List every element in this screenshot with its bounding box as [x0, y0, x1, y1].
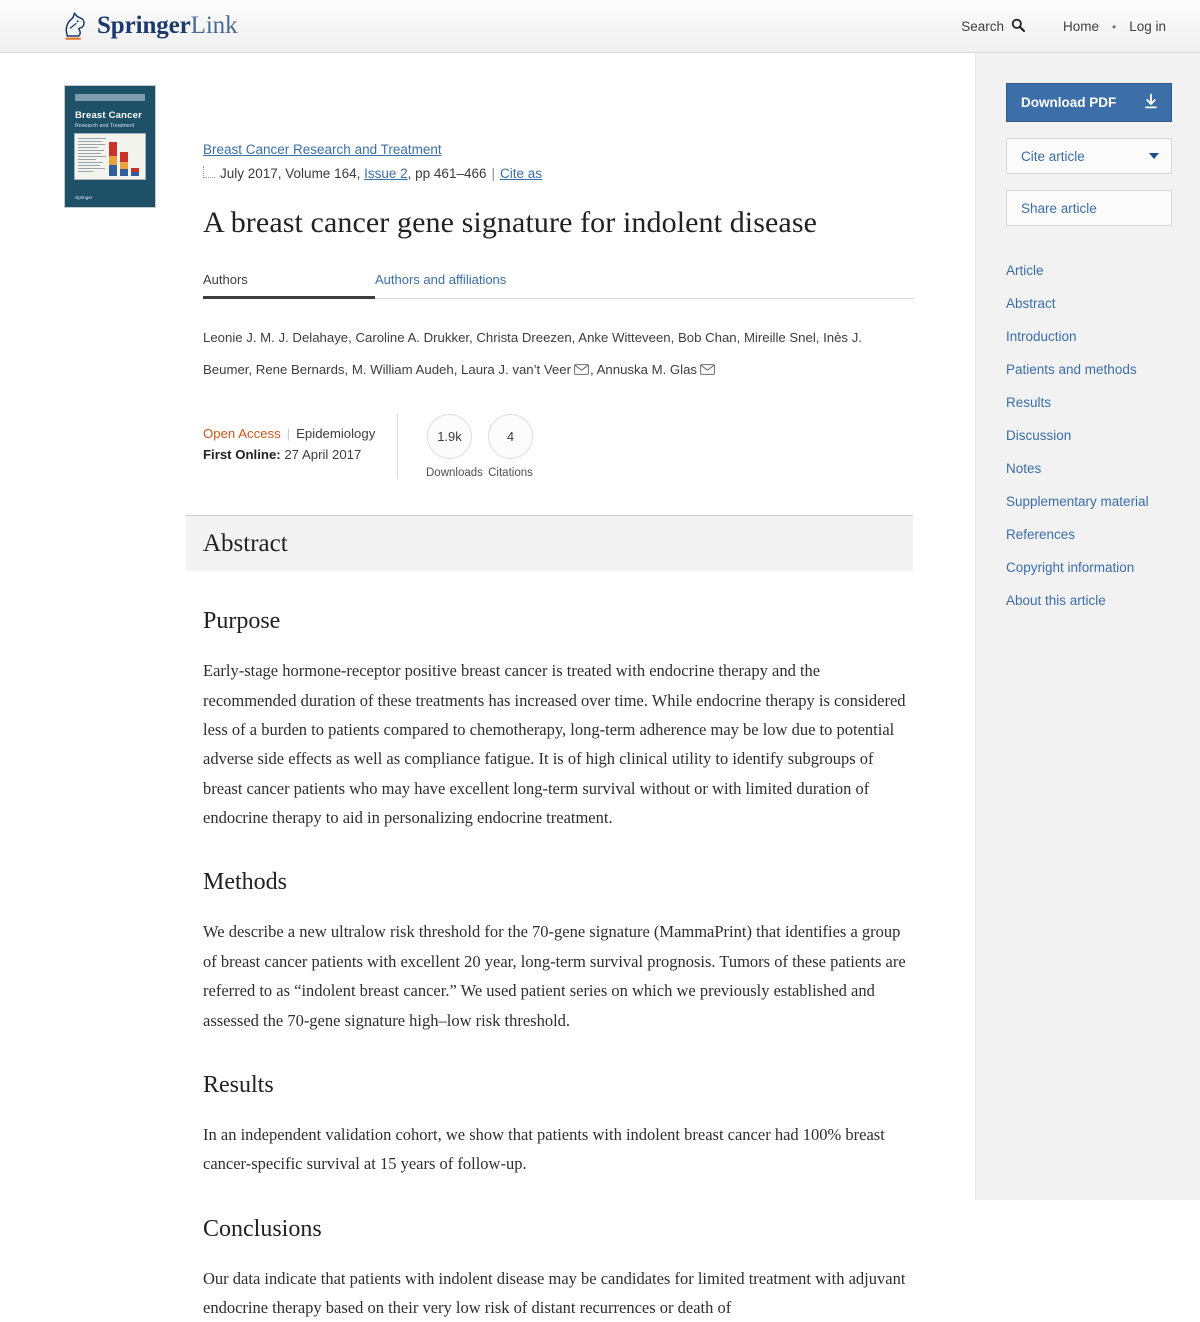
page-body: [0, 53, 1200, 1317]
abstract-section-text-results: In an independent validation cohort, we show that patients with indolent breast cancer had 100% breast cancer-specific survival at 15 years of follow-up.: [203, 1124, 885, 1174]
cite-as-link[interactable]: Cite as: [500, 166, 543, 181]
tree-branch-icon: [203, 166, 215, 178]
first-online-date: 27 April 2017: [284, 447, 362, 463]
envelope-icon[interactable]: [574, 355, 589, 366]
nav-separator-dot: •: [1112, 19, 1117, 34]
authors-line-1: Leonie J. M. J. Delahaye, Caroline A. Drukker, Christa Dreezen, Anke Witteveen, Bob Chan, Mireille Snel, Inès J. Beumer,: [203, 329, 862, 377]
share-article-button[interactable]: [1006, 190, 1172, 226]
search-icon: [1011, 18, 1025, 35]
brand-link: Link: [190, 12, 238, 39]
rail-nav-item-discussion[interactable]: Discussion: [1006, 428, 1072, 443]
access-and-subject: [203, 424, 393, 444]
metric-citations[interactable]: [487, 414, 534, 479]
abstract-body: [203, 608, 915, 1322]
first-online-line: [203, 447, 393, 462]
rail-nav-item-copyright-information[interactable]: Copyright information: [1006, 560, 1135, 575]
article-metrics: [397, 414, 534, 479]
brand-wordmark: [97, 12, 237, 40]
authors-line-2-part-1: Rene Bernards, M. William Audeh,: [255, 361, 458, 377]
rail-nav-item-patients-and-methods[interactable]: Patients and methods: [1006, 362, 1137, 377]
right-rail: [975, 53, 1200, 1200]
oa-divider: |: [286, 426, 291, 442]
issue-date-volume: July 2017, Volume 164,: [220, 166, 361, 181]
cite-article-label: Cite article: [1021, 148, 1085, 164]
author-van-t-veer: Laura J. van’t Veer: [461, 361, 571, 377]
cover-figure-bars: [108, 138, 140, 176]
abstract-section-heading-methods: Methods: [203, 869, 287, 896]
abstract-section-heading-results: Results: [203, 1071, 274, 1098]
meta-separator: |: [491, 166, 495, 181]
envelope-icon[interactable]: [700, 355, 715, 366]
share-article-label: Share article: [1021, 200, 1097, 216]
open-access-badge: Open Access: [203, 426, 281, 442]
downloads-caption: Downloads: [426, 467, 483, 480]
chevron-down-icon: [1149, 153, 1159, 159]
abstract-header-band: [186, 515, 913, 571]
rail-nav-item-references[interactable]: References: [1006, 527, 1076, 542]
abstract-heading: Abstract: [203, 529, 288, 557]
search-button[interactable]: [955, 18, 1031, 35]
article-status-text: [203, 414, 393, 462]
download-icon: [1143, 93, 1159, 113]
abstract-section-text-conclusions: Our data indicate that patients with indolent disease may be candidates for limited treatment with adjuvant endocrine therapy based on their very low risk of distant recurrences or death of: [203, 1268, 906, 1317]
journal-title-link[interactable]: Breast Cancer Research and Treatment: [203, 142, 442, 157]
cover-figure: [74, 133, 146, 180]
citations-caption: Citations: [488, 467, 533, 480]
cover-subtitle: Research and Treatment: [75, 123, 135, 129]
login-link[interactable]: Log in: [1129, 19, 1166, 34]
rail-nav-item-results[interactable]: Results: [1006, 395, 1052, 410]
springer-knight-icon: [60, 11, 88, 41]
article-status-row: [203, 414, 926, 479]
issue-line: [203, 166, 926, 181]
metric-downloads[interactable]: [426, 414, 483, 480]
springerlink-logo[interactable]: [60, 11, 237, 41]
cover-title: Breast Cancer: [75, 110, 143, 121]
authors-line-2-part-2: , Annuska M. Glas: [590, 361, 698, 377]
abstract-section-heading-purpose: Purpose: [203, 608, 281, 635]
rail-nav-item-notes[interactable]: Notes: [1006, 461, 1042, 476]
page-range: , pp 461–466: [407, 166, 487, 181]
search-label: Search: [961, 19, 1004, 34]
downloads-count: 1.9k: [427, 414, 472, 459]
cover-publisher: Springer: [75, 195, 93, 200]
rail-nav-item-abstract[interactable]: Abstract: [1006, 296, 1056, 311]
rail-nav-item-introduction[interactable]: Introduction: [1006, 329, 1077, 344]
author-list: [203, 322, 903, 387]
first-online-label: First Online:: [203, 447, 281, 463]
rail-nav-item-article[interactable]: Article: [1006, 263, 1044, 278]
article-meta: [186, 53, 926, 181]
citations-count: 4: [488, 414, 533, 459]
abstract-section-heading-conclusions: Conclusions: [203, 1215, 322, 1242]
subject-label: Epidemiology: [296, 426, 376, 442]
abstract-section-text-methods: We describe a new ultralow risk threshold for the 70-gene signature (MammaPrint) that identifies a group of breast cancer patients with excellent 20 year, long-term survival prognosis. Tumors of these patients are referred to as “indolent breast cancer.” We used patient series on which we previously established and assessed the 70-gene signature high–low risk threshold.: [203, 922, 906, 1030]
rail-nav-item-about-this-article[interactable]: About this article: [1006, 593, 1106, 608]
download-pdf-button[interactable]: [1006, 83, 1172, 122]
page-title: A breast cancer gene signature for indolent disease: [203, 206, 818, 239]
tab-authors[interactable]: Authors: [203, 272, 375, 299]
brand-springer: Springer: [97, 12, 191, 39]
author-tabs: [203, 272, 914, 299]
issue-link[interactable]: Issue 2: [364, 166, 408, 181]
abstract-section-text-purpose: Early-stage hormone-receptor positive breast cancer is treated with endocrine therapy and the recommended duration of these treatments has increased over time. While endocrine therapy is considered less of a burden to patients compared to chemotherapy, long-term adherence may be low due to potential adverse side effects as well as compliance fatigue. It is of high clinical utility to identify subgroups of breast cancer patients who may have excellent long-term survival without or with limited duration of endocrine therapy to aid in personalizing endocrine treatment.: [203, 661, 906, 828]
download-pdf-label: Download PDF: [1021, 95, 1117, 110]
cite-article-button[interactable]: [1006, 138, 1172, 174]
cover-figure-text: [78, 138, 108, 174]
rail-nav-item-supplementary-material[interactable]: Supplementary material: [1006, 494, 1149, 509]
cover-top-band: [75, 94, 145, 101]
journal-cover-column: [64, 85, 156, 208]
journal-cover-image[interactable]: [64, 85, 156, 208]
header-nav: [955, 0, 1172, 53]
home-link[interactable]: Home: [1062, 19, 1099, 34]
tab-authors-and-affiliations[interactable]: Authors and affiliations: [375, 271, 507, 287]
article-section-nav: [1006, 254, 1172, 617]
article-main-column: [186, 53, 926, 1322]
site-header: [0, 0, 1200, 53]
